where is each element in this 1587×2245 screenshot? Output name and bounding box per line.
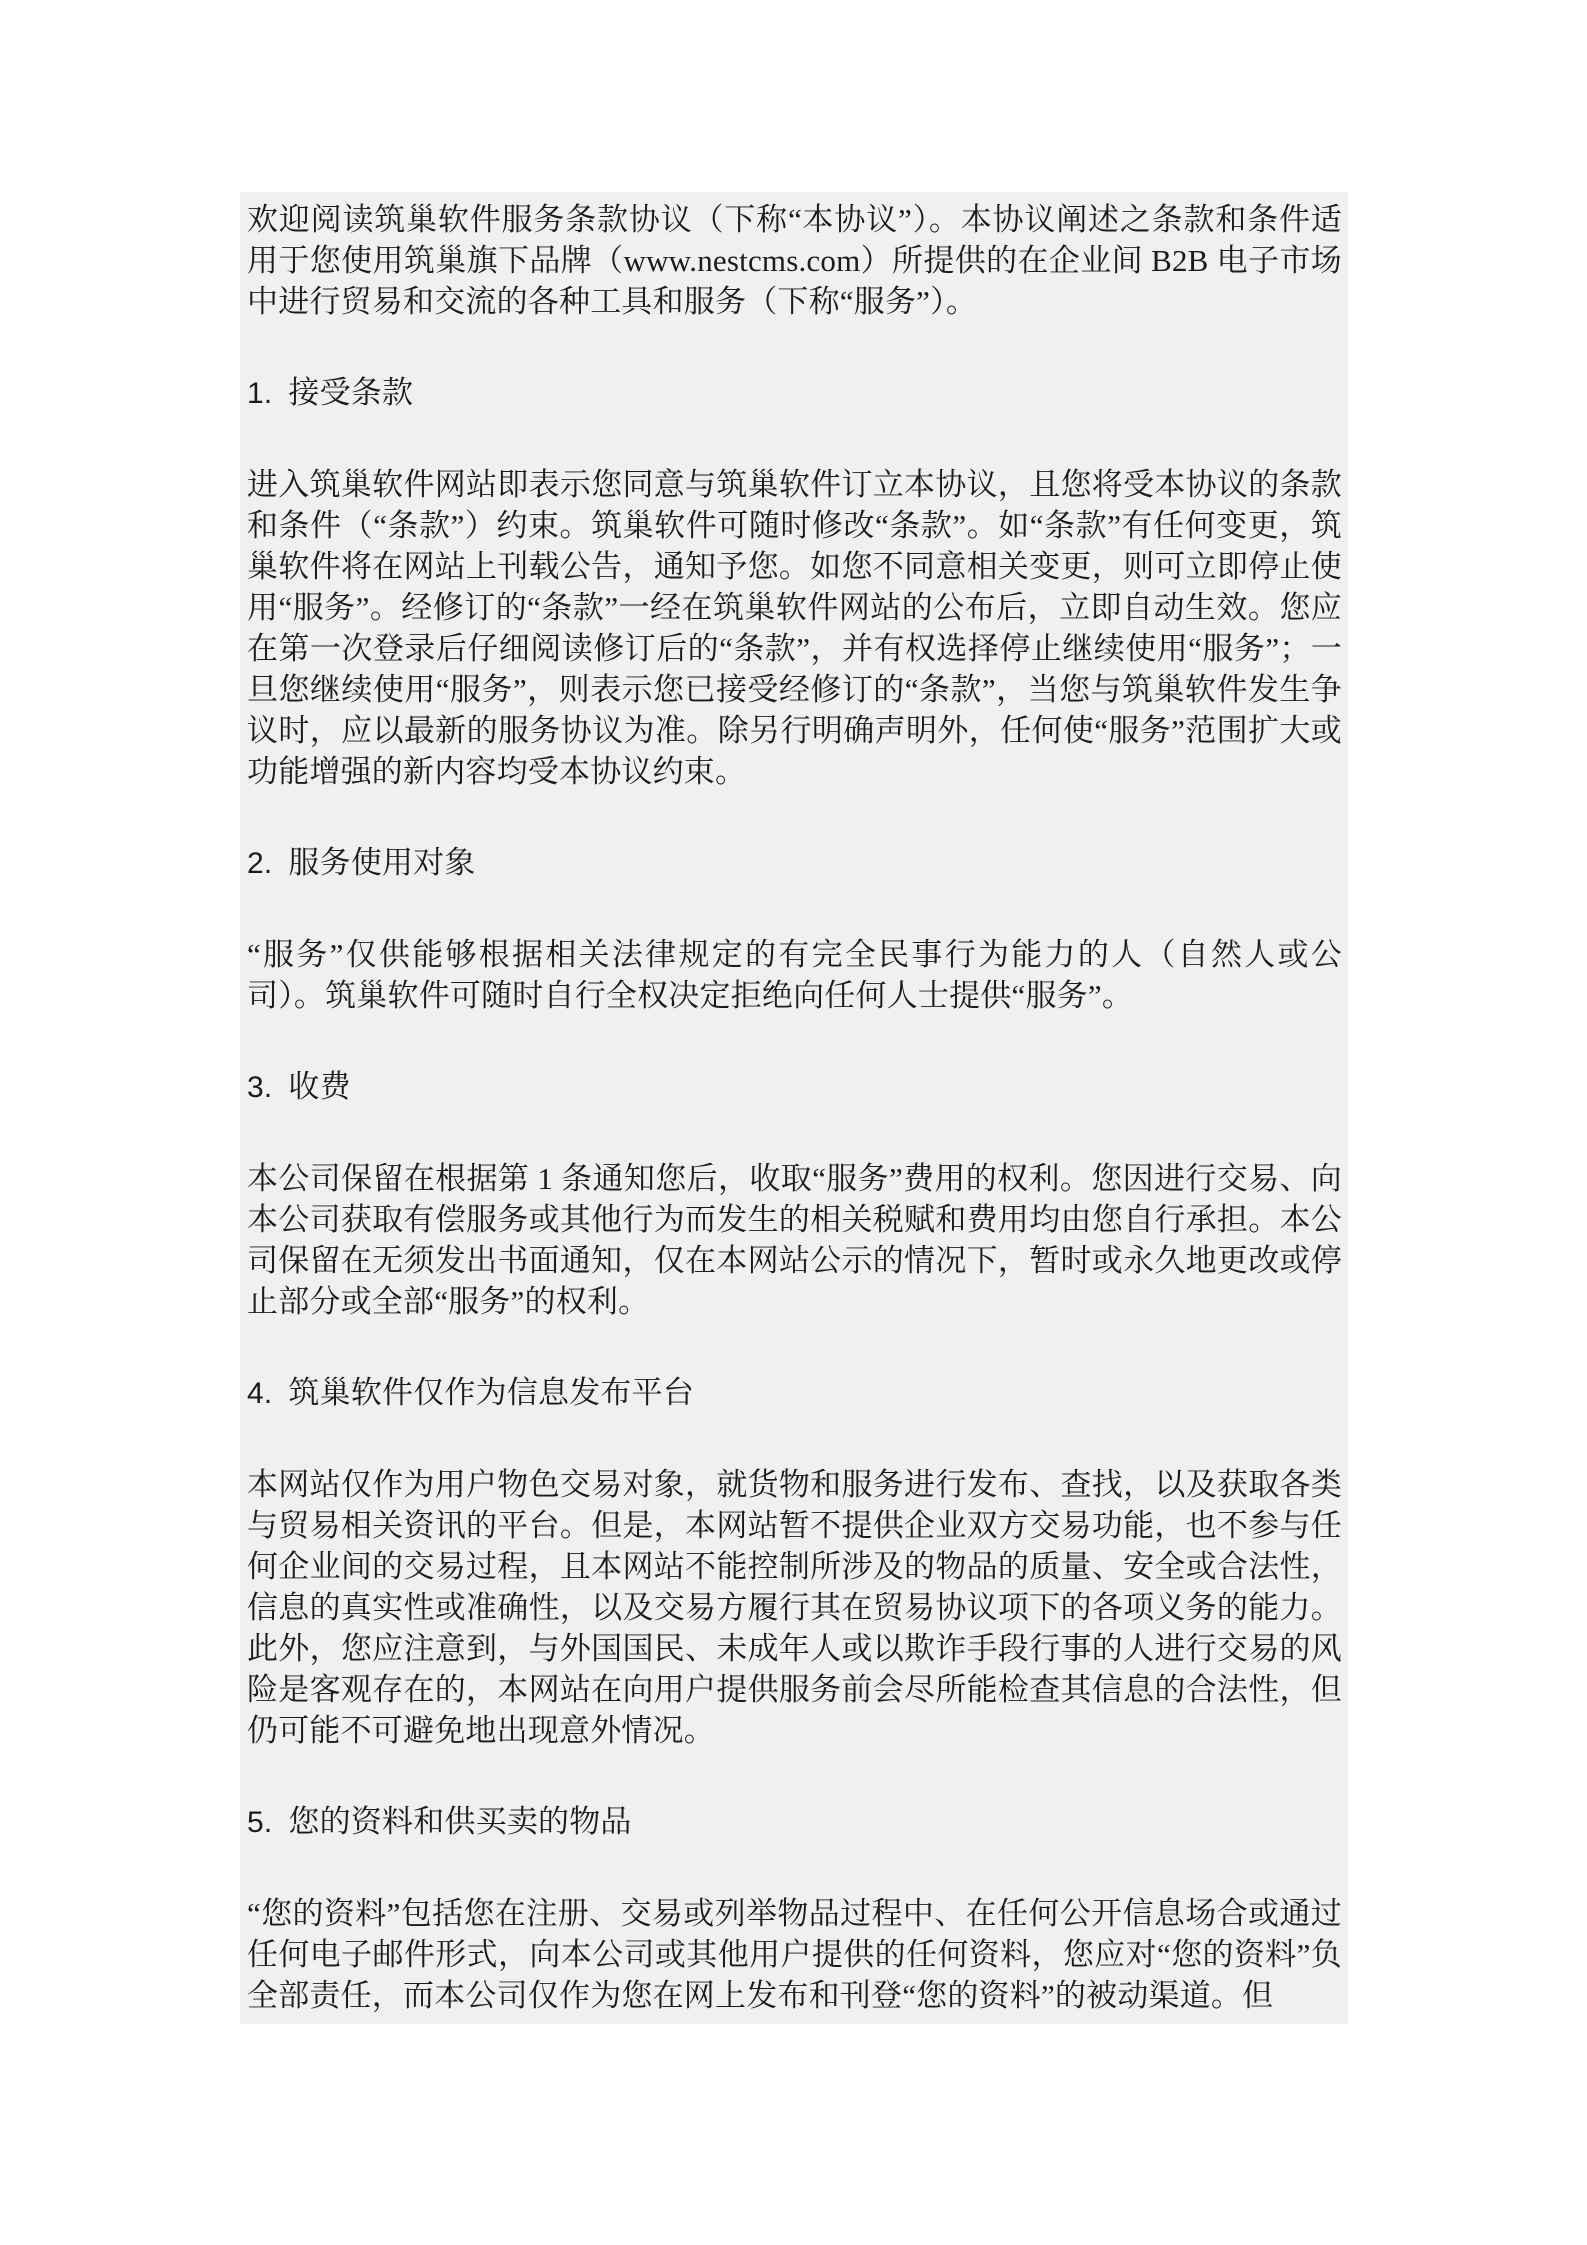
section-5-heading [247, 1801, 1342, 1843]
section-1-number: 1. [247, 377, 273, 410]
section-2-paragraph: “服务”仅供能够根据相关法律规定的有完全民事行为能力的人（自然人或公司）。筑巢软件可随时自行全权决定拒绝向任何人士提供“服务”。 [247, 937, 1342, 1013]
section-3-paragraph: 本公司保留在根据第 1 条通知您后，收取“服务”费用的权利。您因进行交易、向本公司获取有偿服务或其他行为而发生的相关税赋和费用均由您自行承担。本公司保留在无须发出书面通知，仅在本网站公示的情况下，暂时或永久地更改或停止部分或全部“服务”的权利。 [247, 1161, 1342, 1319]
section-4-heading [247, 1372, 1342, 1414]
section-1-title: 接受条款 [288, 375, 414, 410]
intro-paragraph: 欢迎阅读筑巢软件服务条款协议（下称“本协议”）。本协议阐述之条款和条件适用于您使用筑巢旗下品牌（www.nestcms.com）所提供的在企业间 B2B 电子市场中进行贸易和交流的各种工具和服务（下称“服务”）。 [247, 202, 1342, 319]
section-2-number: 2. [247, 847, 273, 880]
section-4-number: 4. [247, 1377, 273, 1410]
section-5-title: 您的资料和供买卖的物品 [288, 1804, 632, 1839]
section-5-number: 5. [247, 1806, 273, 1839]
section-3-number: 3. [247, 1071, 273, 1104]
section-3-heading [247, 1066, 1342, 1108]
section-4-title: 筑巢软件仅作为信息发布平台 [288, 1375, 695, 1410]
section-1-heading [247, 372, 1342, 414]
terms-document [240, 192, 1348, 2024]
section-2-heading [247, 842, 1342, 884]
section-5-paragraph: “您的资料”包括您在注册、交易或列举物品过程中、在任何公开信息场合或通过任何电子邮件形式，向本公司或其他用户提供的任何资料，您应对“您的资料”负全部责任，而本公司仅作为您在网上发布和刊登“您的资料”的被动渠道。但 [247, 1896, 1342, 2013]
section-3-title: 收费 [288, 1069, 351, 1104]
section-4-paragraph: 本网站仅作为用户物色交易对象，就货物和服务进行发布、查找，以及获取各类与贸易相关资讯的平台。但是，本网站暂不提供企业双方交易功能，也不参与任何企业间的交易过程，且本网站不能控制所涉及的物品的质量、安全或合法性，信息的真实性或准确性，以及交易方履行其在贸易协议项下的各项义务的能力。此外，您应注意到，与外国国民、未成年人或以欺诈手段行事的人进行交易的风险是客观存在的，本网站在向用户提供服务前会尽所能检查其信息的合法性，但仍可能不可避免地出现意外情况。 [247, 1467, 1342, 1748]
section-1-paragraph: 进入筑巢软件网站即表示您同意与筑巢软件订立本协议，且您将受本协议的条款和条件（“条款”）约束。筑巢软件可随时修改“条款”。如“条款”有任何变更，筑巢软件将在网站上刊载公告，通知予您。如您不同意相关变更，则可立即停止使用“服务”。经修订的“条款”一经在筑巢软件网站的公布后，立即自动生效。您应在第一次登录后仔细阅读修订后的“条款”，并有权选择停止继续使用“服务”；一旦您继续使用“服务”，则表示您已接受经修订的“条款”，当您与筑巢软件发生争议时，应以最新的服务协议为准。除另行明确声明外，任何使“服务”范围扩大或功能增强的新内容均受本协议约束。 [247, 467, 1342, 789]
section-2-title: 服务使用对象 [288, 845, 476, 880]
